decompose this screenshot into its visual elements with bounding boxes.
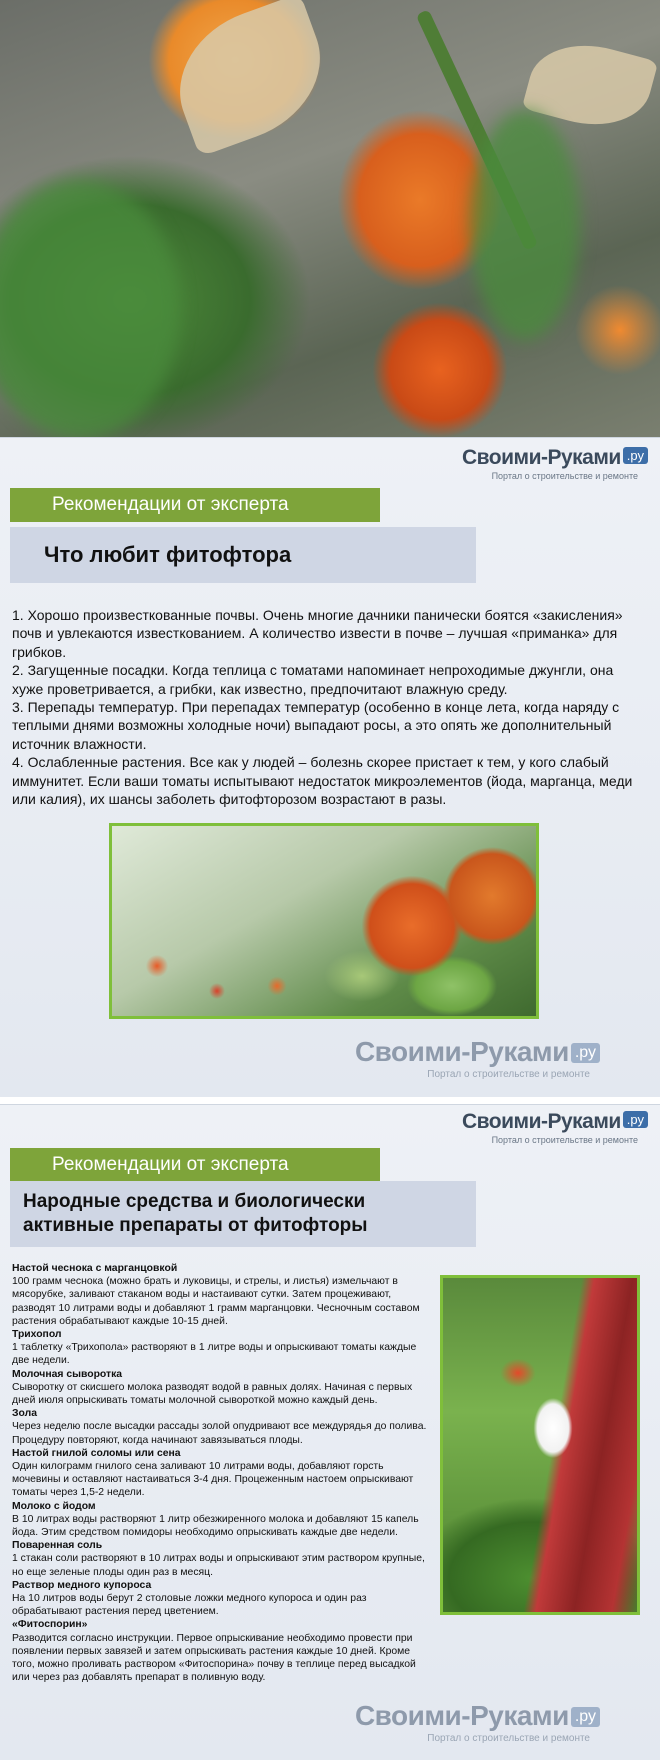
remedy-title: Молоко с йодом [12, 1500, 96, 1512]
remedy-text: 1 стакан соли растворяют в 10 литрах воды и опрыскивают этим раствором крупные, но еще зеленые плоды один раз в месяц. [12, 1553, 425, 1578]
hero-photo-tomatoes [0, 0, 660, 437]
photo-blighted-tomatoes [109, 823, 539, 1019]
remedy-text: В 10 литрах воды растворяют 1 литр обезжиренного молока и добавляют 15 капель йода. Этим средством помидоры необходимо опрыскивать каждые две недели. [12, 1513, 419, 1539]
brand-tld: .ру [623, 447, 648, 464]
brand-subtitle: Портал о строительстве и ремонте [491, 471, 638, 481]
brand-name: Своими-Руками [354, 1036, 569, 1067]
remedy-text: Разводится согласно инструкции. Первое опрыскивание необходимо провести при появлении первых завязей и затем опрыскивать растения каждые 10 дней. Кроме того, можно проливать раствором «Фитоспорина» почву в теплице перед высадкой или через раз добавлять препарат в поливную воду. [12, 1632, 416, 1684]
title-line: Народные средства и биологически [23, 1191, 366, 1212]
title-line: активные препараты от фитофторы [23, 1215, 368, 1236]
brand-watermark [355, 1036, 600, 1080]
section-title: Что любит фитофтора [10, 527, 476, 583]
remedy-text: Через неделю после высадки рассады золой опудривают все междурядья до полива. Процедуру повторяют, когда начинают завязываться плоды. [12, 1421, 427, 1446]
expert-badge: Рекомендации от эксперта [10, 488, 380, 522]
remedy-text: На 10 литров воды берут 2 столовые ложки медного купороса и один раз обрабатывают растения перед цветением. [12, 1593, 367, 1618]
section-title [10, 1181, 476, 1247]
brand-tld: .ру [571, 1707, 600, 1727]
remedy-title: Зола [12, 1408, 37, 1420]
remedy-text: Сыворотку от скисшего молока разводят водой в равных долях. Начиная с первых дней июля опрыскивать томаты молочной сывороткой можно каждый день. [12, 1381, 413, 1407]
paragraph: 4. Ослабленные растения. Все как у людей – болезнь скорее пристает к тем, у кого слабый иммунитет. Если ваши томаты испытывают недостаток микроэлементов (йода, марганца, меди или калия), их шансы заболеть фитофторозом возрастают в разы. [12, 754, 633, 808]
remedy-title: Поваренная соль [12, 1540, 103, 1552]
paragraph: 2. Загущенные посадки. Когда теплица с томатами напоминает непроходимые джунгли, она хуже проветривается, а грибки, как известно, предпочитают влажную среду. [12, 662, 614, 697]
paragraph: 1. Хорошо произвесткованные почвы. Очень многие дачники панически боятся «закисления» почв и увлекаются известкованием. А количество извести в почве – лучшая «приманка» для грибков. [12, 607, 623, 660]
paragraph: 3. Перепады температур. При перепадах температур (особенно в конце лета, когда наряду с теплыми днями возможны холодные ночи) выпадают росы, а это опять же дополнительный источник влажности. [12, 699, 620, 752]
remedies-list [12, 1262, 432, 1685]
brand-subtitle: Портал о строительстве и ремонте [427, 1069, 590, 1080]
remedy-title: Трихопол [12, 1329, 62, 1341]
brand-logo [462, 1110, 648, 1145]
brand-watermark [355, 1700, 600, 1744]
dry-leaf [159, 0, 341, 157]
photo-spraying-plants [440, 1275, 640, 1615]
blurred-leaf [0, 180, 180, 437]
remedy-title: Раствор медного купороса [12, 1579, 152, 1591]
brand-tld: .ру [623, 1111, 648, 1128]
brand-subtitle: Портал о строительстве и ремонте [427, 1733, 590, 1744]
remedy-text: 100 грамм чеснока (можно брать и луковицы, и стрелы, и листья) измельчают в мясорубке, заливают стаканом воды и настаивают сутки. Затем процеживают, разводят 10 литрами воды и добавляют 1 грамм марганцовки. Чесночным составом растения обрабатывают каждые 10-15 дней. [12, 1276, 420, 1327]
remedy-text: 1 таблетку «Трихопола» растворяют в 1 литре воды и опрыскивают томаты каждые две недели. [12, 1342, 417, 1367]
brand-tld: .ру [571, 1043, 600, 1063]
brand-name: Своими-Руками [462, 446, 621, 469]
section-body [12, 606, 648, 808]
remedy-text: Один килограмм гнилого сена заливают 10 литрами воды, добавляют горсть мочевины и оставляют настаиваться 3-4 дня. Процеженным настоем опрыскивают томаты через 1,5-2 недели. [12, 1461, 414, 1499]
remedy-title: Настой чеснока с марганцовкой [12, 1263, 178, 1274]
remedy-title: Настой гнилой соломы или сена [12, 1447, 181, 1459]
blurred-leaf [470, 110, 580, 340]
brand-name: Своими-Руками [462, 1110, 621, 1133]
brand-logo [462, 446, 648, 481]
remedy-title: «Фитоспорин» [12, 1619, 88, 1631]
expert-badge: Рекомендации от эксперта [10, 1148, 380, 1182]
brand-name: Своими-Руками [354, 1700, 569, 1731]
remedy-title: Молочная сыворотка [12, 1368, 123, 1380]
brand-subtitle: Портал о строительстве и ремонте [491, 1135, 638, 1145]
